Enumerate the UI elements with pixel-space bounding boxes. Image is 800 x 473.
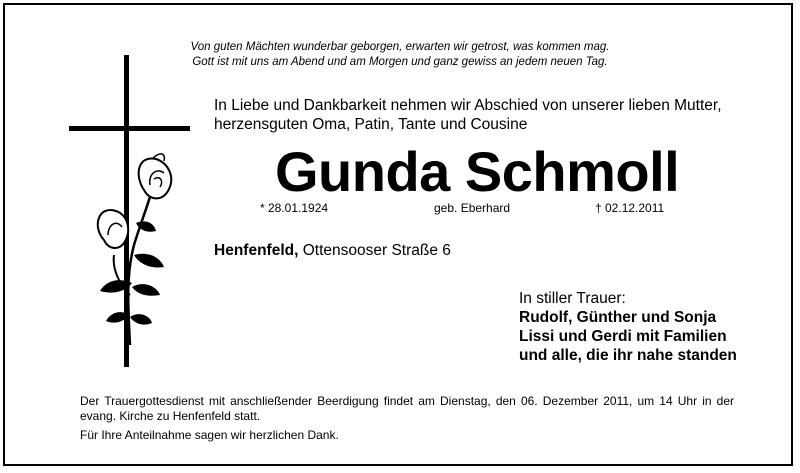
mourners-line-2: Lissi und Gerdi mit Familien (519, 328, 727, 345)
address-town: Henfenfeld, (214, 242, 299, 259)
service-info: Der Trauergottesdienst mit anschließender Beerdigung findet am Dienstag, den 06. Dezember 2011, um 14 Uhr in der evang. Kirche zu Henfenfeld statt. (80, 394, 734, 423)
intro-line-1: In Liebe und Dankbarkeit nehmen wir Abschied von unserer lieben Mutter, (214, 97, 722, 114)
maiden-name: geb. Eberhard (434, 201, 511, 215)
quote-line-1: Von guten Mächten wunderbar geborgen, erwarten wir getrost, was kommen mag. (190, 41, 610, 53)
mourners-line-3: und alle, die ihr nahe standen (519, 347, 737, 364)
intro-line-2: herzensguten Oma, Patin, Tante und Cousine (214, 116, 528, 133)
address (214, 242, 451, 260)
birth-date: * 28.01.1924 (260, 201, 329, 215)
death-date: † 02.12.2011 (595, 201, 665, 215)
cross-rose-icon (64, 55, 194, 370)
mourners-block (519, 289, 737, 365)
deceased-name: Gunda Schmoll (275, 140, 680, 203)
address-street: Ottensooser Straße 6 (302, 242, 451, 259)
mourners-heading: In stiller Trauer: (519, 290, 626, 307)
thanks-text: Für Ihre Anteilnahme sagen wir herzlichen Dank. (80, 428, 339, 442)
intro-text (214, 96, 774, 134)
quote-line-2: Gott ist mit uns am Abend und am Morgen und ganz gewiss an jedem neuen Tag. (192, 56, 608, 68)
mourners-line-1: Rudolf, Günther und Sonja (519, 309, 717, 326)
